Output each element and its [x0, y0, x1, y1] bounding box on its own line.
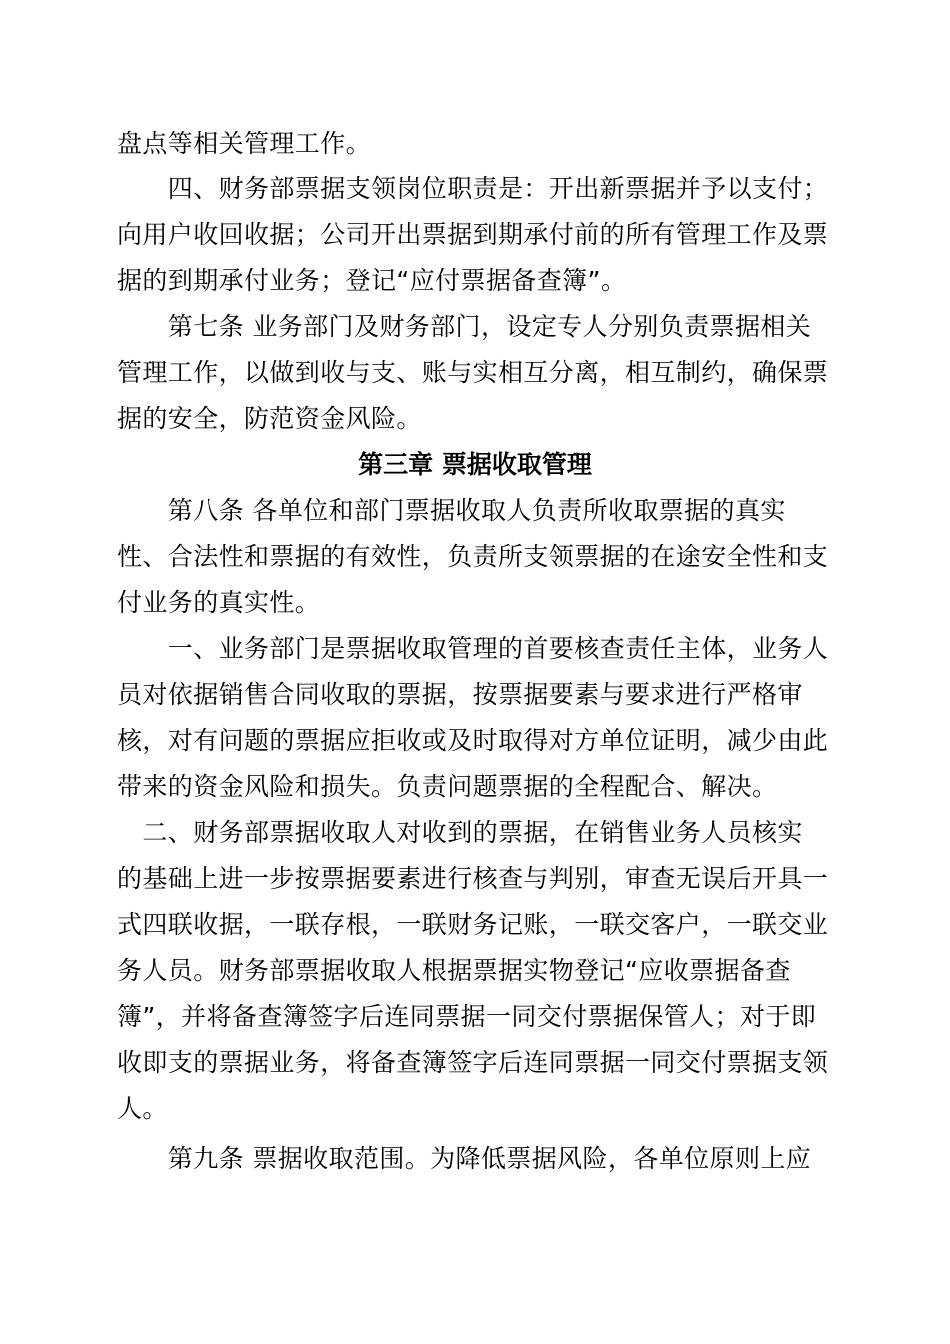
text-line: 式四联收据，一联存根，一联财务记账，一联交客户，一联交业 — [117, 910, 829, 939]
text-line: 管理工作，以做到收与支、账与实相互分离，相互制约，确保票 — [117, 358, 829, 387]
text-line: 性、合法性和票据的有效性，负责所支领票据的在途安全性和支 — [117, 542, 829, 571]
text-line: 第七条 业务部门及财务部门，设定专人分别负责票据相关 — [117, 312, 812, 341]
text-line: 的基础上进一步按票据要素进行核查与判别，审查无误后开具一 — [117, 864, 829, 893]
text-line: 据的到期承付业务；登记“应付票据备查簿”。 — [117, 266, 627, 295]
text-line: 核，对有问题的票据应拒收或及时取得对方单位证明，减少由此 — [117, 726, 829, 755]
text-line: 人。 — [117, 1094, 168, 1123]
text-line: 付业务的真实性。 — [117, 588, 321, 617]
text-line: 据的安全，防范资金风险。 — [117, 404, 422, 433]
text-line: 第八条 各单位和部门票据收取人负责所收取票据的真实 — [117, 496, 786, 525]
text-line: 带来的资金风险和损失。负责问题票据的全程配合、解决。 — [117, 772, 778, 801]
text-line: 收即支的票据业务，将备查簿签字后连同票据一同交付票据支领 — [117, 1048, 829, 1077]
text-line: 员对依据销售合同收取的票据，按票据要素与要求进行严格审 — [117, 680, 803, 709]
text-line: 簿”，并将备查簿签字后连同票据一同交付票据保管人；对于即 — [117, 1002, 817, 1031]
text-line: 务人员。财务部票据收取人根据票据实物登记“应收票据备查 — [117, 956, 791, 985]
text-line: 第九条 票据收取范围。为降低票据风险，各单位原则上应 — [117, 1144, 812, 1173]
text-line: 盘点等相关管理工作。 — [117, 129, 372, 158]
chapter-heading: 第三章 票据收取管理 — [358, 450, 592, 479]
text-line: 二、财务部票据收取人对收到的票据，在销售业务人员核实 — [117, 818, 803, 847]
text-line: 一、业务部门是票据收取管理的首要核查责任主体，业务人 — [117, 634, 829, 663]
text-line: 向用户收回收据；公司开出票据到期承付前的所有管理工作及票 — [117, 220, 829, 249]
text-line: 四、财务部票据支领岗位职责是：开出新票据并予以支付； — [117, 174, 829, 203]
